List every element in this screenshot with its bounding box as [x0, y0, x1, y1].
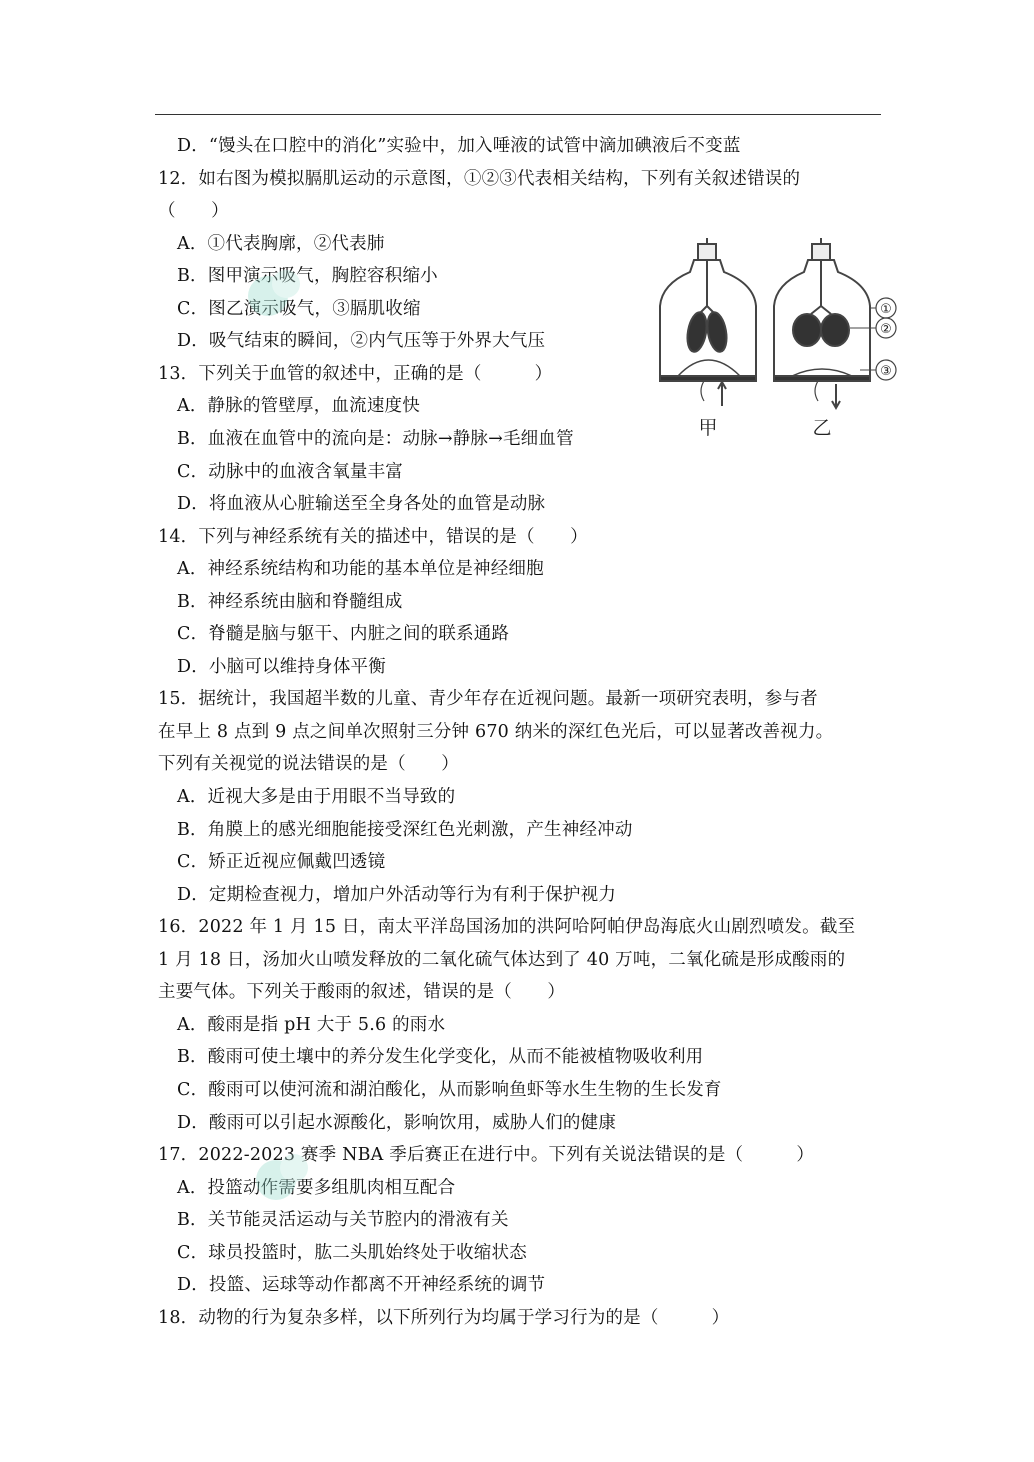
caption-jia: 甲	[698, 417, 718, 439]
question-line: 16．2022 年 1 月 15 日，南太平洋岛国汤加的洪阿哈阿帕伊岛海底火山剧烈喷发。截至	[158, 917, 856, 938]
bell-jar-diagram	[654, 236, 904, 442]
option-line: D．“馒头在口腔中的消化”实验中，加入唾液的试管中滴加碘液后不变蓝	[177, 136, 741, 156]
option-line: A．①代表胸廓，②代表肺	[177, 233, 385, 254]
label-1: ①	[880, 302, 892, 317]
option-line: D．小脑可以维持身体平衡	[177, 656, 386, 677]
option-line: B．血液在血管中的流向是：动脉→静脉→毛细血管	[177, 428, 574, 449]
option-line: A．酸雨是指 pH 大于 5.6 的雨水	[177, 1014, 446, 1035]
option-line: A．神经系统结构和功能的基本单位是神经细胞	[177, 559, 544, 580]
question-line: （ ）	[158, 201, 229, 222]
question-line: 14．下列与神经系统有关的描述中，错误的是（ ）	[158, 526, 588, 547]
option-line: A．投篮动作需要多组肌肉相互配合	[177, 1177, 456, 1198]
question-line: 13．下列关于血管的叙述中，正确的是（ ）	[158, 363, 553, 384]
question-line: 17．2022-2023 赛季 NBA 季后赛正在进行中。下列有关说法错误的是（ ）	[158, 1145, 815, 1166]
label-3: ③	[880, 364, 892, 379]
watermark-logo	[238, 236, 328, 326]
label-2: ②	[880, 322, 892, 337]
option-line: B．酸雨可使土壤中的养分发生化学变化，从而不能被植物吸收利用	[177, 1047, 704, 1068]
question-line: 12．如右图为模拟膈肌运动的示意图，①②③代表相关结构，下列有关叙述错误的	[158, 168, 801, 189]
diaphragm-model-figure	[654, 236, 904, 442]
header-rule	[155, 114, 881, 115]
option-line: C．图乙演示吸气，③膈肌收缩	[177, 298, 421, 319]
option-line: C．脊髓是脑与躯干、内脏之间的联系通路	[177, 624, 510, 645]
option-line: A．静脉的管壁厚，血流速度快	[177, 396, 420, 417]
option-line: B．角膜上的感光细胞能接受深红色光刺激，产生神经冲动	[177, 819, 633, 840]
question-continuation: 1 月 18 日，汤加火山喷发释放的二氧化硫气体达到了 40 万吨，二氧化硫是形成酸雨的	[158, 949, 846, 970]
option-line: D．吸气结束的瞬间，②内气压等于外界大气压	[177, 331, 546, 352]
caption-yi: 乙	[812, 417, 832, 439]
option-line: C．矫正近视应佩戴凹透镜	[177, 852, 386, 873]
option-line: D．将血液从心脏输送至全身各处的血管是动脉	[177, 494, 546, 515]
question-line: 18．动物的行为复杂多样，以下所列行为均属于学习行为的是（ ）	[158, 1307, 730, 1328]
question-continuation: 主要气体。下列关于酸雨的叙述，错误的是（ ）	[158, 982, 566, 1003]
question-continuation: 在早上 8 点到 9 点之间单次照射三分钟 670 纳米的深红色光后，可以显著改善视力。	[158, 721, 834, 742]
option-line: B．神经系统由脑和脊髓组成	[177, 591, 403, 612]
option-line: C．动脉中的血液含氧量丰富	[177, 461, 403, 482]
option-line: A．近视大多是由于用眼不当导致的	[177, 787, 456, 807]
option-line: C．酸雨可以使河流和湖泊酸化，从而影响鱼虾等水生生物的生长发育	[177, 1079, 722, 1100]
option-line: B．关节能灵活运动与关节腔内的滑液有关	[177, 1210, 509, 1231]
option-line: D．投篮、运球等动作都离不开神经系统的调节	[177, 1275, 546, 1296]
question-continuation: 下列有关视觉的说法错误的是（ ）	[158, 754, 459, 775]
option-line: C．球员投篮时，肱二头肌始终处于收缩状态	[177, 1242, 527, 1263]
question-line: 15．据统计，我国超半数的儿童、青少年存在近视问题。最新一项研究表明，参与者	[158, 689, 818, 710]
watermark-logo	[246, 1120, 336, 1210]
option-line: B．图甲演示吸气，胸腔容积缩小	[177, 266, 438, 287]
option-line: D．定期检查视力，增加户外活动等行为有利于保护视力	[177, 884, 617, 905]
option-line: D．酸雨可以引起水源酸化，影响饮用，威胁人们的健康	[177, 1112, 617, 1133]
